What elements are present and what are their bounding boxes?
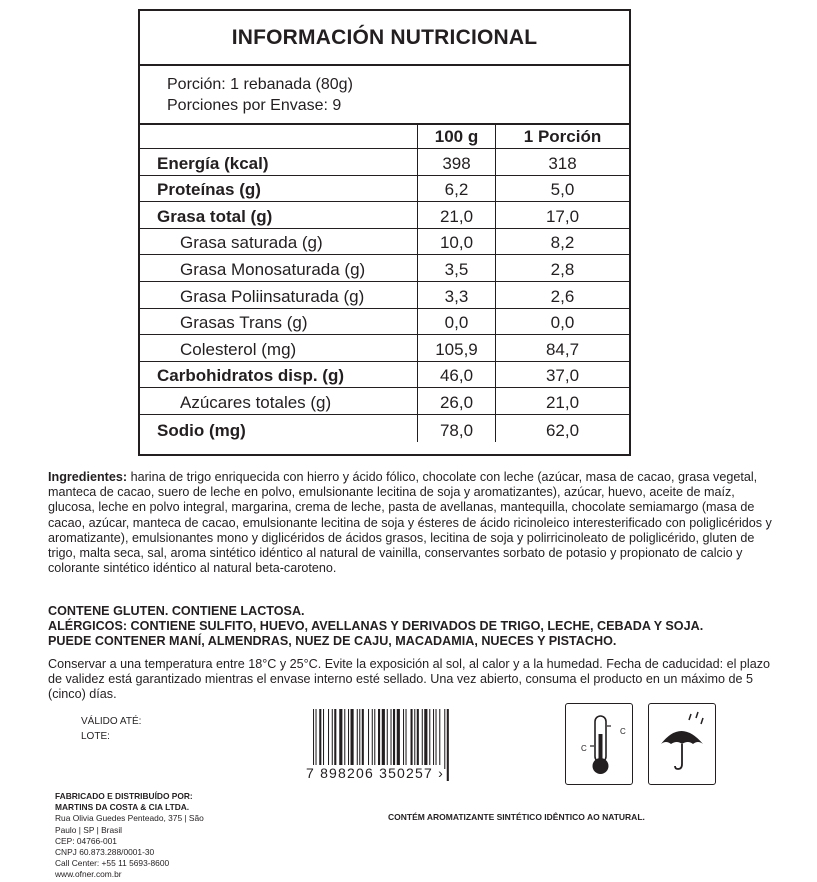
nutrition-table bbox=[138, 9, 631, 456]
barcode-bar bbox=[433, 709, 434, 769]
row-label: Grasa Monosaturada (g) bbox=[140, 255, 418, 281]
barcode-bar bbox=[436, 709, 437, 769]
row-label: Grasas Trans (g) bbox=[140, 309, 418, 335]
row-proteinas bbox=[140, 176, 629, 203]
barcode-bar bbox=[439, 709, 440, 769]
row-value-portion: 318 bbox=[548, 153, 577, 173]
row-energia bbox=[140, 149, 629, 176]
row-sodio bbox=[140, 415, 629, 442]
lot-label: LOTE: bbox=[81, 731, 110, 742]
thermometer-icon bbox=[566, 704, 631, 783]
row-value-100g: 398 bbox=[418, 149, 496, 175]
row-value-portion: 84,7 bbox=[545, 339, 580, 359]
ingredients-block bbox=[48, 470, 773, 576]
barcode-bar bbox=[339, 709, 342, 769]
row-grasas-trans bbox=[140, 309, 629, 336]
row-value-100g: 78,0 bbox=[418, 415, 496, 442]
row-value-100g: 46,0 bbox=[418, 362, 496, 388]
barcode-bar bbox=[414, 709, 415, 769]
row-value-portion: 2,8 bbox=[550, 259, 575, 279]
row-value-portion: 62,0 bbox=[545, 420, 580, 440]
row-value-portion: 0,0 bbox=[550, 313, 575, 333]
barcode-bar bbox=[397, 709, 400, 769]
barcode-bar bbox=[374, 709, 375, 769]
header-portion: 1 Porción bbox=[523, 127, 602, 146]
barcode-bar bbox=[323, 709, 324, 769]
barcode-bar bbox=[328, 709, 329, 769]
manufacturer-block bbox=[55, 791, 240, 881]
barcode-bar bbox=[319, 709, 321, 769]
row-value-portion: 2,6 bbox=[550, 286, 575, 306]
row-label: Grasa Poliinsaturada (g) bbox=[140, 282, 418, 308]
company-cep: CEP: 04766-001 bbox=[55, 835, 117, 846]
row-label: Grasa saturada (g) bbox=[140, 229, 418, 255]
row-grasa-saturada bbox=[140, 229, 629, 256]
company-cnpj: CNPJ 60.873.288/0001-30 bbox=[55, 847, 155, 858]
barcode bbox=[305, 707, 500, 795]
row-label: Colesterol (mg) bbox=[140, 335, 418, 361]
allergens-block bbox=[48, 604, 788, 650]
barcode-bar bbox=[447, 709, 449, 781]
barcode-bar bbox=[368, 709, 369, 769]
row-value-100g: 105,9 bbox=[418, 335, 496, 361]
allergens-may-contain: PUEDE CONTENER MANÍ, ALMENDRAS, NUEZ DE CAJU, MACADAMIA, NUECES Y PISTACHO. bbox=[48, 634, 617, 649]
ingredients-label: Ingredientes: bbox=[48, 470, 128, 484]
barcode-bar bbox=[422, 709, 423, 769]
header-100g: 100 g bbox=[418, 125, 496, 148]
barcode-bar bbox=[378, 709, 380, 769]
barcode-bar bbox=[351, 709, 354, 769]
barcode-bar bbox=[348, 709, 349, 769]
row-label: Grasa total (g) bbox=[140, 202, 418, 228]
row-value-100g: 6,2 bbox=[418, 176, 496, 202]
row-value-100g: 21,0 bbox=[418, 202, 496, 228]
row-carbohidratos bbox=[140, 362, 629, 389]
row-value-100g: 3,5 bbox=[418, 255, 496, 281]
portion-size: Porción: 1 rebanada (80g) bbox=[167, 76, 353, 93]
portion-info bbox=[140, 66, 629, 123]
barcode-bar bbox=[444, 709, 445, 769]
row-value-portion: 37,0 bbox=[545, 366, 580, 386]
row-value-100g: 0,0 bbox=[418, 309, 496, 335]
contains-gluten-lactose: CONTENE GLUTEN. CONTIENE LACTOSA. bbox=[48, 604, 305, 618]
barcode-bar bbox=[403, 709, 404, 769]
company-address-2: Paulo | SP | Brasil bbox=[55, 824, 123, 835]
keep-dry-symbol-box bbox=[648, 703, 716, 785]
barcode-bar bbox=[344, 709, 345, 769]
row-label: Proteínas (g) bbox=[140, 176, 418, 202]
servings-per-package: Porciones por Envase: 9 bbox=[167, 97, 342, 114]
manufactured-by-label: FABRICADO E DISTRIBUÍDO POR: bbox=[55, 791, 193, 801]
barcode-bar bbox=[424, 709, 427, 769]
barcode-bar bbox=[429, 709, 430, 769]
row-label: Azúcares totales (g) bbox=[140, 388, 418, 414]
row-value-100g: 26,0 bbox=[418, 388, 496, 414]
celsius-left-label: C bbox=[581, 744, 587, 753]
row-value-portion: 21,0 bbox=[545, 392, 580, 412]
barcode-bar bbox=[362, 709, 364, 769]
barcode-bar bbox=[357, 709, 358, 769]
row-grasa-poliinsaturada bbox=[140, 282, 629, 309]
validity-block bbox=[81, 714, 141, 744]
nutrition-title: INFORMACIÓN NUTRICIONAL bbox=[140, 11, 629, 66]
barcode-bar bbox=[417, 709, 419, 769]
company-name: MARTINS DA COSTA & CIA LTDA. bbox=[55, 802, 190, 813]
nutrition-grid bbox=[140, 123, 629, 442]
allergens-contains: ALÉRGICOS: CONTIENE SULFITO, HUEVO, AVELLANAS Y DERIVADOS DE TRIGO, LECHE, CEBADA Y SOJA. bbox=[48, 619, 704, 634]
barcode-bar bbox=[406, 709, 407, 769]
barcode-bar bbox=[372, 709, 373, 769]
ingredients-text: harina de trigo enriquecida con hierro y ácido fólico, chocolate con leche (azúcar, masa de cacao, grasa vegetal, manteca de cacao, suero de leche en polvo, emulsionante lecitina de soja y aromatizantes), azúcar, huevo, aceite de maíz, glucosa, leche en polvo integral, margarina, crema de leche, pasta de avellanas, mantequilla, chocolate semiamargo (masa de cacao, azúcar, manteca de cacao, emulsionante lecitina de soja y ésteres de ácido ricinoleico interesterificado con poliglicéridos y aromatizante), emulsionantes mono y diglicéridos de ácidos grasos, lecitina de soja y polirricinoleato de poliglicérido, gluten de trigo, malta seca, sal, aroma sintético idéntico al natural de vainilla, conservantes sorbato de potasio y propionato de calcio y colorante sintético idéntico al natural beta-caroteno. bbox=[48, 470, 772, 576]
company-call-center: Call Center: +55 11 5693-8600 bbox=[55, 858, 170, 869]
temperature-symbol-box bbox=[565, 703, 633, 785]
row-value-100g: 3,3 bbox=[418, 282, 496, 308]
row-label: Sodio (mg) bbox=[140, 415, 418, 442]
celsius-top-label: C bbox=[620, 727, 626, 736]
barcode-bar bbox=[391, 709, 392, 769]
nutrition-header-row bbox=[140, 125, 629, 149]
row-label: Carbohidratos disp. (g) bbox=[140, 362, 418, 388]
aroma-note: CONTÉM AROMATIZANTE SINTÉTICO IDÊNTICO AO NATURAL. bbox=[388, 812, 645, 822]
header-label-cell bbox=[140, 125, 418, 148]
storage-instructions: Conservar a una temperatura entre 18°C y 25°C. Evite la exposición al sol, al calor y a la humedad. Fecha de caducidad: el plazo de validez está garantizado mientras el envase interno esté sellado. Una vez abierto, consuma el producto en un máximo de 5 (cinco) días. bbox=[48, 657, 771, 702]
company-address-1: Rua Olivia Guedes Penteado, 375 | São bbox=[55, 813, 204, 824]
barcode-bar bbox=[411, 709, 413, 769]
row-value-100g: 10,0 bbox=[418, 229, 496, 255]
row-grasa-total bbox=[140, 202, 629, 229]
barcode-number: 7 898206 350257 › bbox=[306, 765, 444, 781]
barcode-bar bbox=[387, 709, 388, 769]
row-grasa-monosaturada bbox=[140, 255, 629, 282]
barcode-bar bbox=[332, 709, 333, 769]
row-value-portion: 5,0 bbox=[550, 180, 575, 200]
barcode-bar bbox=[393, 709, 395, 769]
valid-until-label: VÁLIDO ATÉ: bbox=[81, 716, 142, 727]
barcode-bar bbox=[359, 709, 360, 769]
row-label: Energía (kcal) bbox=[140, 149, 418, 175]
row-value-portion: 8,2 bbox=[550, 233, 575, 253]
company-website: www.ofner.com.br bbox=[55, 869, 122, 880]
umbrella-rain-icon bbox=[649, 704, 714, 783]
barcode-bar bbox=[334, 709, 336, 769]
row-azucares bbox=[140, 388, 629, 415]
row-value-portion: 17,0 bbox=[545, 206, 580, 226]
row-colesterol bbox=[140, 335, 629, 362]
